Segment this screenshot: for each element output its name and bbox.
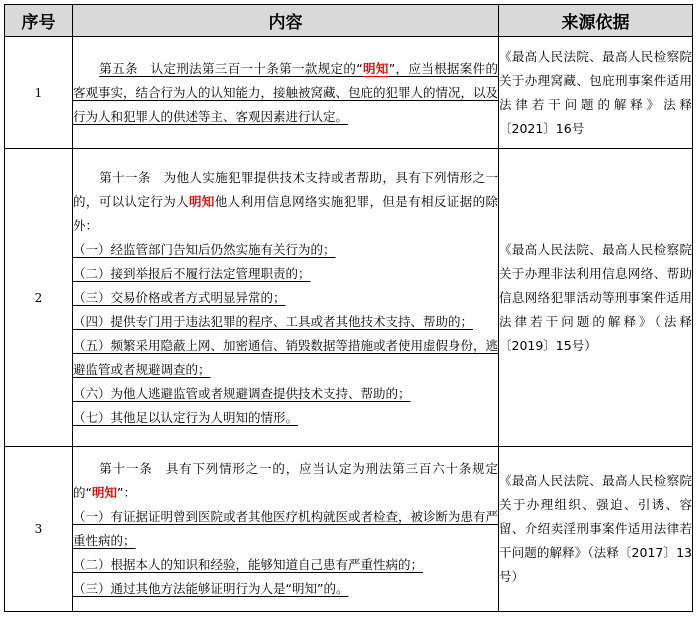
quote-close: ” [117, 485, 124, 500]
intro-post: 他人利用信息网络实施犯罪，但是有相反证据的除外： [73, 193, 498, 233]
article-text [73, 166, 498, 238]
list-item: （三）通过其他方法能够证明行为人是“明知”的。 [73, 581, 349, 596]
list-item: （一）有证据证明曾到医院或者其他医疗机构就医或者检查，被诊断为患有严重性病的； [73, 509, 499, 548]
table-row [5, 37, 693, 149]
intro-post: ，应当根据案件的客观事实，结合行为人的认知能力，接触被窝藏、包庇的犯罪人的情况，以及行为人和犯罪人的供述等主、客观因素进行认定。 [73, 60, 499, 124]
header-row [5, 5, 693, 37]
row-content [73, 37, 499, 149]
list-item: （一）经监管部门告知后仍然实施有关行为的； [73, 241, 336, 257]
list-item: （四）提供专门用于违法犯罪的程序、工具或者其他技术支持、帮助的； [73, 313, 474, 329]
row-source: 《最高人民法院、最高人民检察院关于办理窝藏、包庇刑事案件适用法律若干问题的解释》法释〔2021〕16号 [499, 37, 693, 149]
table-row [5, 447, 693, 612]
legal-table [4, 4, 693, 612]
list-item: （五）频繁采用隐蔽上网、加密通信、销毁数据等措施或者使用虚假身份，逃避监管或者规避调查的； [73, 337, 499, 377]
row-content [73, 447, 499, 612]
quote-open: “ [85, 485, 92, 500]
keyword-highlight: 明知 [92, 485, 118, 500]
list-item: （二）接到举报后不履行法定管理职责的； [73, 265, 311, 281]
row-content [73, 149, 499, 447]
quote-open: “ [356, 60, 363, 76]
header-no: 序号 [5, 5, 73, 37]
row-number: 2 [5, 149, 73, 447]
intro-pre: 第十一条 为他人实施犯罪提供技术支持或者帮助，具有下列情形之一的，可以认定行为人 [73, 169, 498, 209]
list-item: （三）交易价格或者方式明显异常的； [73, 289, 286, 305]
list-item: （七）其他足以认定行为人明知的情形。 [73, 409, 299, 425]
intro-pre: 第十一条 具有下列情形之一的，应当认定为刑法第三百六十条规定的 [73, 461, 498, 500]
list-item: （二）根据本人的知识和经验，能够知道自己患有严重性病的； [73, 557, 424, 572]
article-text [73, 57, 498, 129]
row-source: 《最高人民法院、最高人民检察院关于办理非法利用信息网络、帮助信息网络犯罪活动等刑事案件适用法律若干问题的解释》（法释〔2019〕15号） [499, 149, 693, 447]
article-text [73, 457, 498, 505]
header-source: 来源依据 [499, 5, 693, 37]
keyword-highlight: 明知 [189, 193, 215, 209]
intro-pre: 第五条 认定刑法第三百一十条第一款规定的 [99, 60, 357, 76]
row-number: 3 [5, 447, 73, 612]
quote-close: ” [388, 60, 396, 76]
keyword-highlight: 明知 [362, 60, 389, 76]
table-row [5, 149, 693, 447]
row-number: 1 [5, 37, 73, 149]
list-item: （六）为他人逃避监管或者规避调查提供技术支持、帮助的； [73, 385, 411, 401]
row-source: 《最高人民法院、最高人民检察院关于办理组织、强迫、引诱、容留、介绍卖淫刑事案件适用法律若干问题的解释》（法释〔2017〕13号） [499, 447, 693, 612]
header-content: 内容 [73, 5, 499, 37]
intro-post: ： [123, 485, 137, 500]
